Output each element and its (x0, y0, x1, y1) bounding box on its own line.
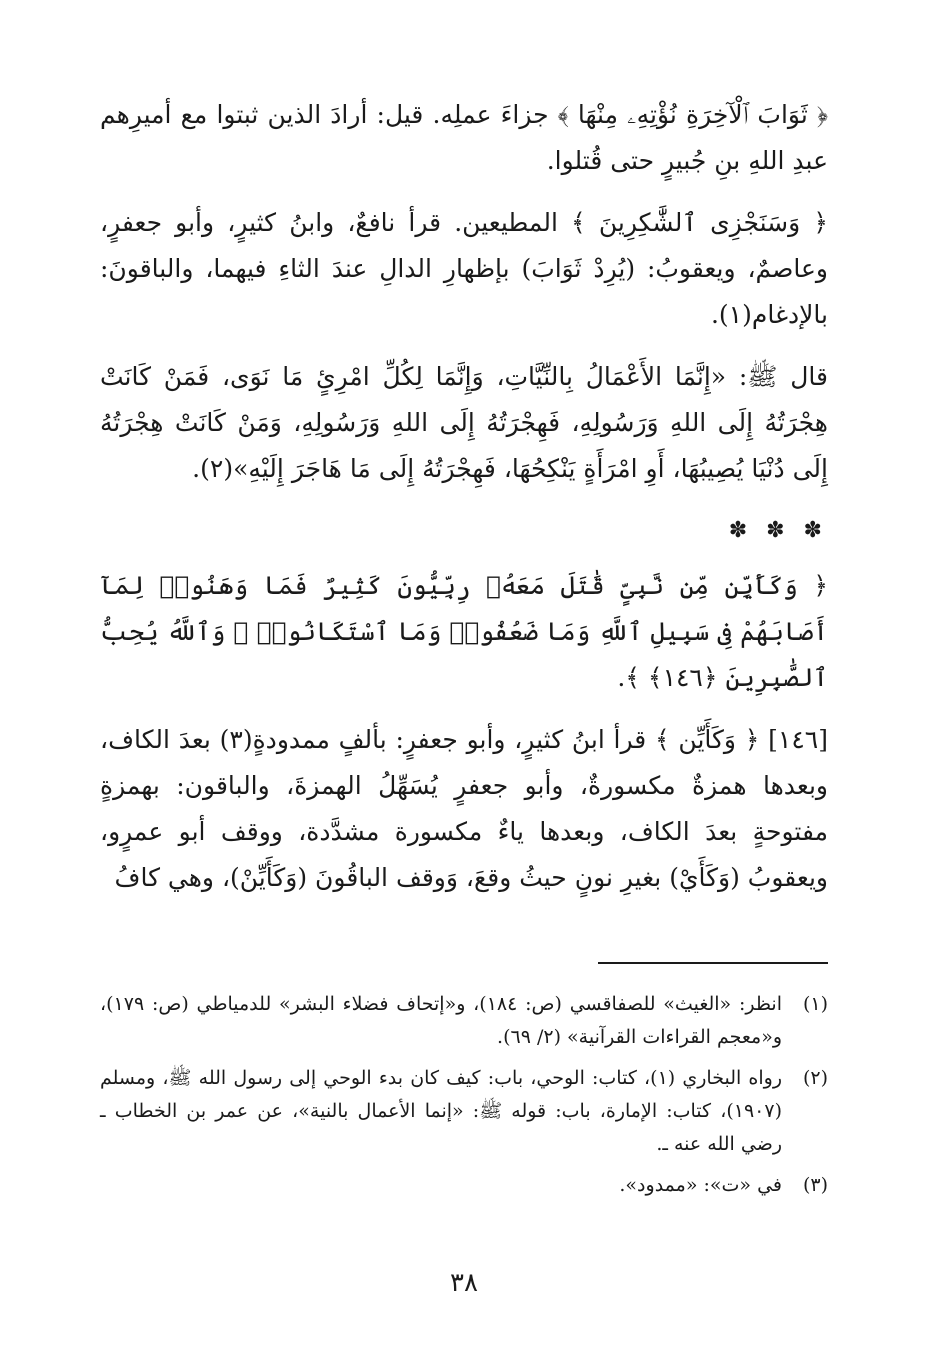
footnote-divider (598, 962, 828, 964)
main-text (100, 92, 828, 901)
page-number: ٣٨ (450, 1268, 478, 1298)
paragraph-2: ﴿ وَسَنَجْزِى ٱلشَّٰكِرِينَ ﴾ المطيعين. قرأ نافعٌ، وابنُ كثيرٍ، وأبو جعفرٍ، وعاصمٌ، ويعقوبُ: (يُرِدْ ثَوَابَ) بإظهارِ الدالِ عندَ الثاءِ فيهما، والباقونَ: بالإدغام(١). (100, 208, 828, 329)
footnote-text: انظر: «الغيث» للصفاقسي (ص: ١٨٤)، و«إتحاف فضلاء البشر» للدمياطي (ص: ١٧٩)، و«معجم القراءات القرآنية» (٢/ ٦٩). (100, 993, 782, 1048)
footnote-1 (100, 988, 828, 1054)
footnote-3 (100, 1169, 828, 1202)
footnote-2 (100, 1062, 828, 1161)
footnote-number: (٢) (802, 1067, 828, 1089)
footnotes (100, 988, 828, 1210)
footnote-number: (١) (802, 993, 828, 1015)
section-separator: ✽ ✽ ✽ (728, 518, 828, 543)
hadith-paragraph: قال ﷺ: «إِنَّمَا الأَعْمَالُ بِالنِّيَّاتِ، وَإِنَّمَا لِكُلِّ امْرِئٍ مَا نَوَى، فَمَنْ كَانَتْ هِجْرَتُهُ إِلَى اللهِ وَرَسُولِهِ، فَهِجْرَتُهُ إِلَى اللهِ وَرَسُولِهِ، وَمَنْ كَانَتْ هِجْرَتُهُ إِلَى دُنْيَا يُصِيبُهَا، أَوِ امْرَأَةٍ يَنْكِحُهَا، فَهِجْرَتُهُ إِلَى مَا هَاجَرَ إِلَيْهِ»(٢). (100, 362, 828, 483)
footnote-text: في «ت»: «ممدود». (619, 1174, 782, 1196)
footnote-number: (٣) (802, 1174, 828, 1196)
footnote-text: رواه البخاري (١)، كتاب: الوحي، باب: كيف كان بدء الوحي إلى رسول الله ﷺ، ومسلم (١٩٠٧)، كتاب: الإمارة، باب: قوله ﷺ: «إنما الأعمال بالنية»، عن عمر بن الخطاب ـ رضي الله عنه ـ. (100, 1067, 782, 1155)
commentary-paragraph: [١٤٦] ﴿ وَكَأَيِّن ﴾ قرأ ابنُ كثيرٍ، وأبو جعفرٍ: بألفٍ ممدودةٍ(٣) بعدَ الكاف، وبعدها همزةٌ مكسورةٌ، وأبو جعفرٍ يُسَهِّلُ الهمزةَ، والباقون: بهمزةٍ مفتوحةٍ بعدَ الكاف، وبعدها ياءٌ مكسورة مشدَّدة، ووقف أبو عمرٍو، ويعقوبُ (وَكَأَيْ) بغيرِ نونٍ حيثُ وقعَ، وَوقف الباقُونَ (وَكَأَيِّنْ)، وهي كافُ (100, 725, 828, 892)
quran-verse: ﴿ وَكَأَيِّن مِّن نَّبِىٍّ قَٰتَلَ مَعَهُۥ رِبِّيُّونَ كَثِيرٌ فَمَا وَهَنُوا۟ لِمَآ أَصَابَهُمْ فِى سَبِيلِ ٱللَّهِ وَمَا ضَعُفُوا۟ وَمَا ٱسْتَكَانُوا۟ ۗ وَٱللَّهُ يُحِبُّ ٱلصَّٰبِرِينَ ﴿١٤٦﴾ ﴾. (100, 571, 828, 692)
paragraph-1: ﴿ ثَوَابَ ٱلْآخِرَةِ نُؤْتِهِۦ مِنْهَا ﴾ جزاءَ عملِه. قيل: أرادَ الذين ثبتوا مع أميرِهم عبدِ اللهِ بنِ جُبيرٍ حتى قُتلوا. (100, 100, 828, 175)
